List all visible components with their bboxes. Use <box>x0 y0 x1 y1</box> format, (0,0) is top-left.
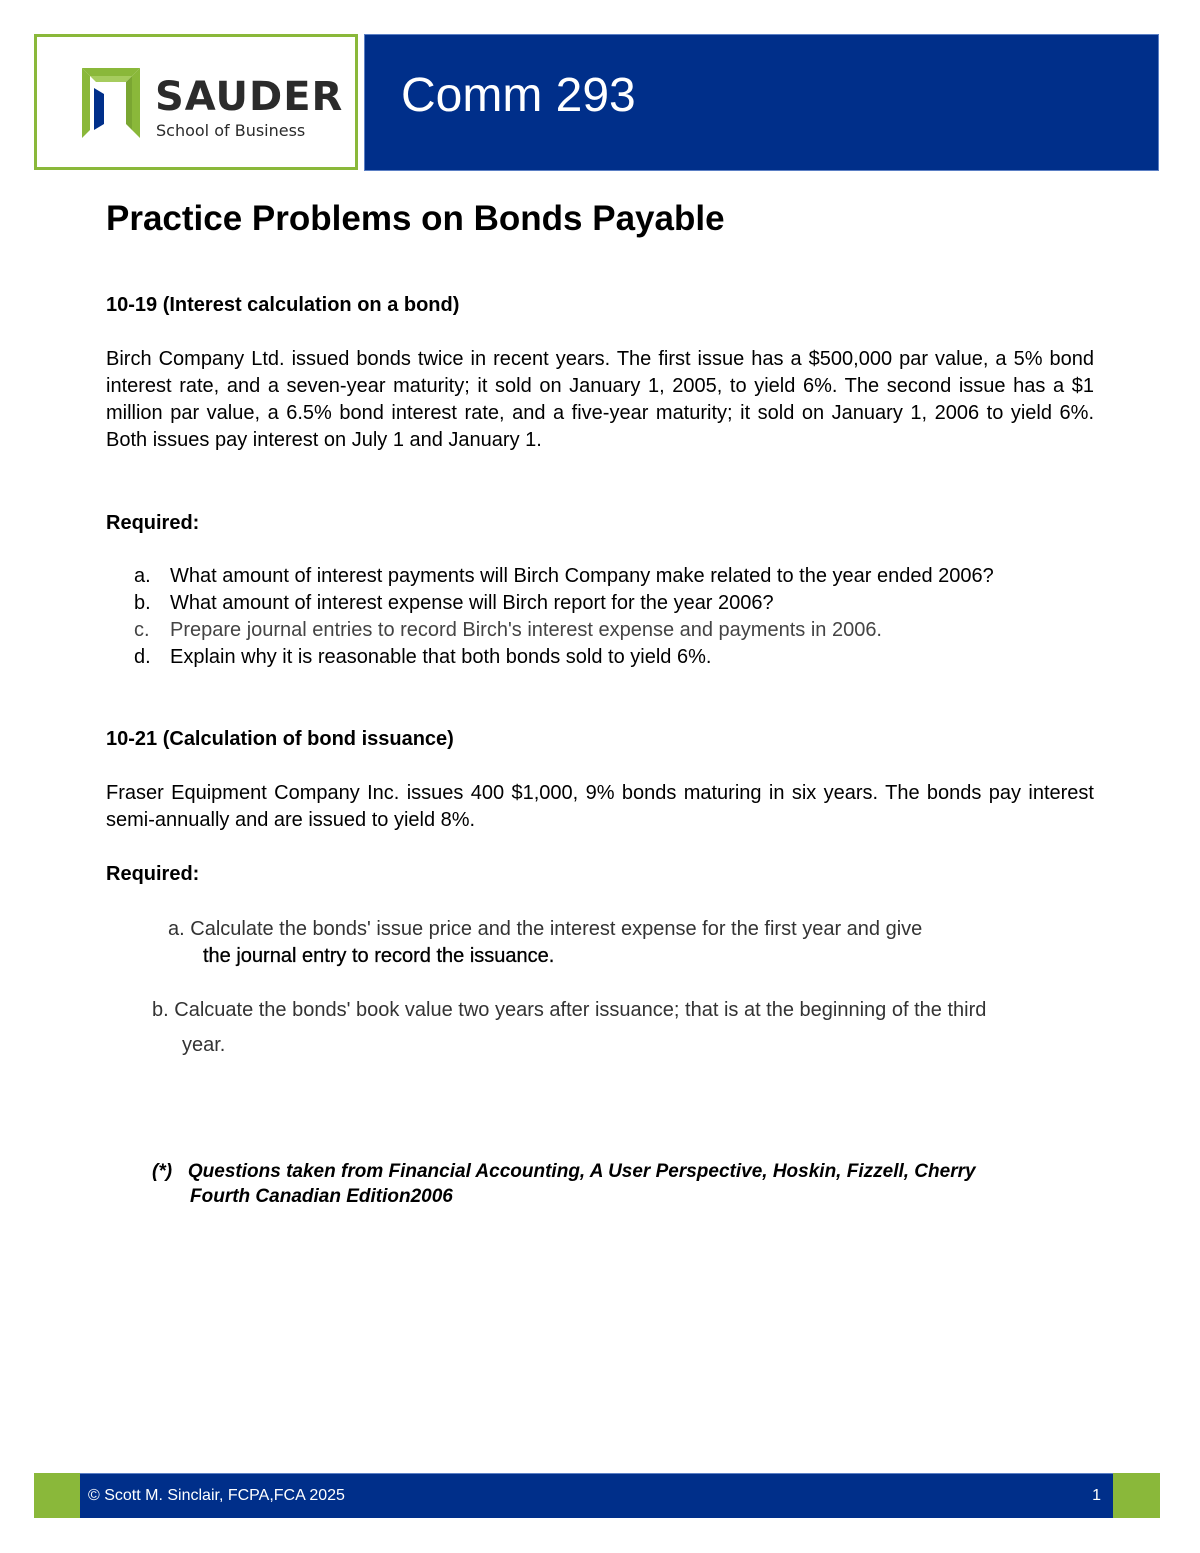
page-number: 1 <box>1092 1487 1101 1504</box>
source-note-marker: (*) <box>152 1161 173 1182</box>
course-title: Comm 293 <box>401 69 636 122</box>
footer-accent-left <box>34 1473 80 1518</box>
page-title: Practice Problems on Bonds Payable <box>106 199 725 238</box>
footer-bar <box>80 1473 1113 1518</box>
question-text: Explain why it is reasonable that both bonds sold to yield 6%. <box>170 646 712 668</box>
question-item <box>134 563 1094 590</box>
question-marker: c. <box>134 619 150 641</box>
source-note-line2: Fourth Canadian Edition2006 <box>190 1186 453 1207</box>
source-note <box>152 1159 976 1209</box>
required-label: Required: <box>106 863 200 885</box>
question-item <box>168 916 922 970</box>
question-text-line1: Calculate the bonds' issue price and the interest expense for the first year and give <box>190 918 923 940</box>
question-item <box>134 590 1094 617</box>
footer-copyright: © Scott M. Sinclair, FCPA,FCA 2025 <box>88 1487 345 1504</box>
problem-heading-10-21: 10-21 (Calculation of bond issuance) <box>106 728 454 750</box>
sauder-door-logo-icon <box>82 68 140 138</box>
question-text: What amount of interest payments will Birch Company make related to the year ended 2006? <box>170 565 994 587</box>
question-text-line1: Calcuate the bonds' book value two years after issuance; that is at the beginning of the third <box>174 999 987 1021</box>
problem-heading-10-19: 10-19 (Interest calculation on a bond) <box>106 294 460 316</box>
question-text: Prepare journal entries to record Birch's interest expense and payments in 2006. <box>170 619 882 641</box>
question-marker: b. <box>152 999 169 1021</box>
question-item <box>152 997 1152 1059</box>
logo-subtitle: School of Business <box>156 121 306 140</box>
question-text: What amount of interest expense will Birch report for the year 2006? <box>170 592 774 614</box>
question-marker: a. <box>168 918 185 940</box>
logo-wordmark: SAUDER <box>155 74 344 120</box>
question-item <box>134 617 1094 644</box>
question-marker: b. <box>134 592 151 614</box>
question-item <box>134 644 1094 671</box>
question-marker: d. <box>134 646 151 668</box>
source-note-line1: Questions taken from Financial Accounting, A User Perspective, Hoskin, Fizzell, Cherry <box>187 1161 976 1182</box>
footer-accent-right <box>1113 1473 1160 1518</box>
question-marker: a. <box>134 565 151 587</box>
required-label: Required: <box>106 512 200 534</box>
course-banner <box>364 34 1159 171</box>
question-list-10-19 <box>134 563 1094 671</box>
question-text-line2: the journal entry to record the issuance. <box>203 945 555 967</box>
problem-body-10-19: Birch Company Ltd. issued bonds twice in recent years. The first issue has a $500,000 par value, a 5% bond interest rate, and a seven-year maturity; it sold on January 1, 2005, to yield 6%. The second issue has a $1 million par value, a 6.5% bond interest rate, and a five-year maturity; it sold on January 1, 2006 to yield 6%. Both issues pay interest on July 1 and January 1. <box>106 348 1094 451</box>
question-text-line2: year. <box>182 1034 226 1056</box>
problem-body-10-21: Fraser Equipment Company Inc. issues 400 $1,000, 9% bonds maturing in six years. The bonds pay interest semi-annually and are issued to yield 8%. <box>106 782 1094 831</box>
sauder-logo <box>34 34 358 170</box>
